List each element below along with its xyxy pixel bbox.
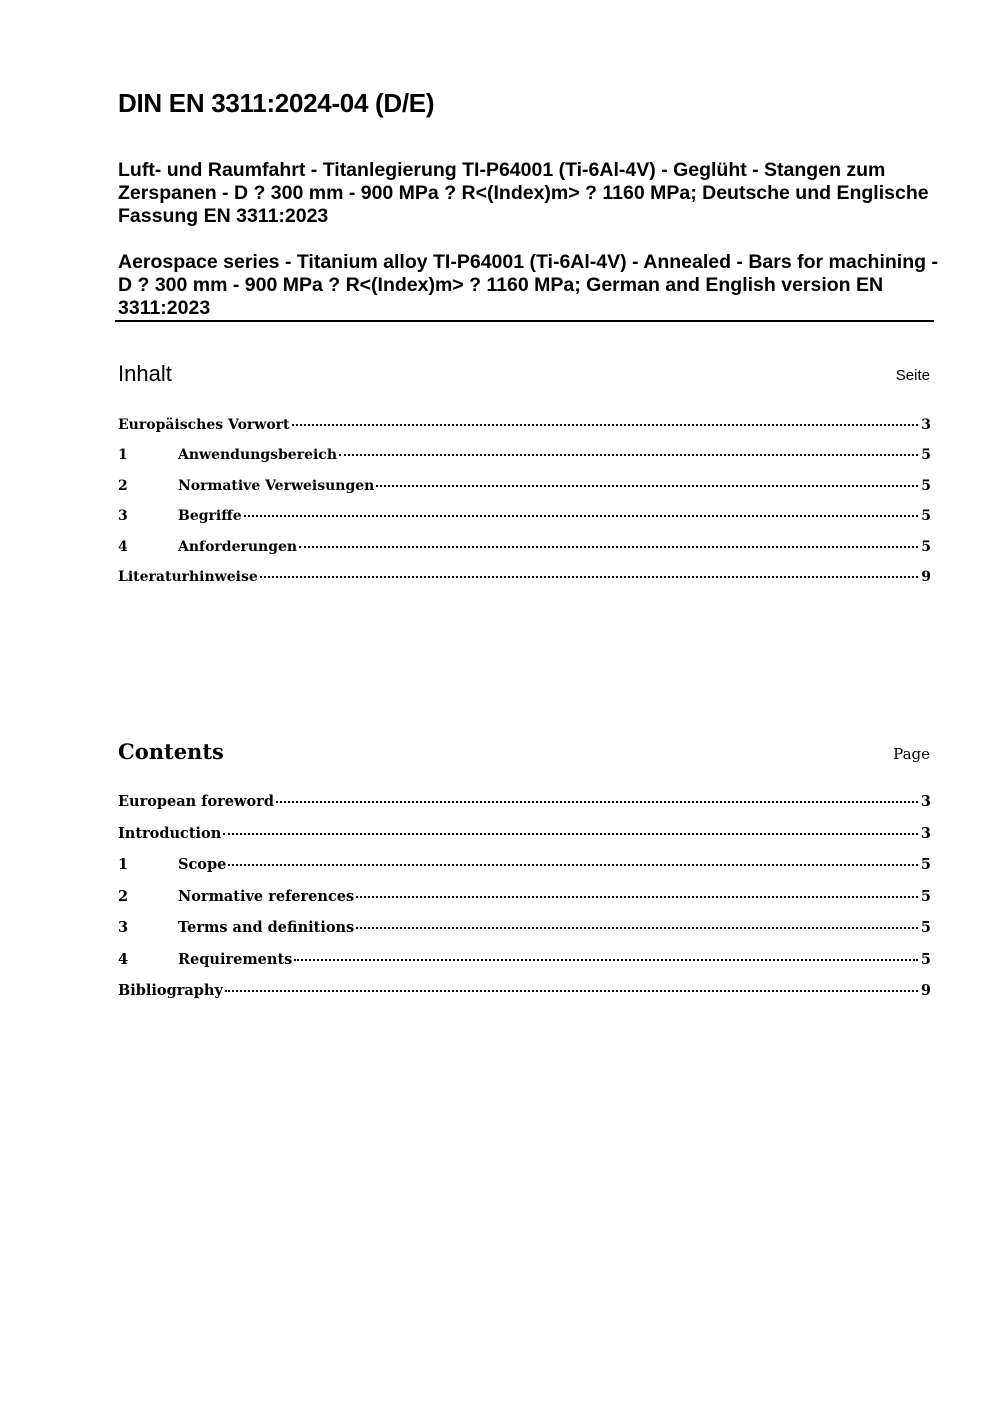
title-english: Aerospace series - Titanium alloy TI-P64001 (Ti-6Al-4V) - Annealed - Bars for machining - D ? 300 mm - 900 MPa ? R<(Index)m> ? 1160 MPa; German and English version EN 3311:2023 — [118, 251, 938, 319]
page-column-label-german: Seite — [895, 367, 930, 384]
dot-leader — [299, 546, 918, 548]
toc-entry-page: 9 — [921, 568, 931, 585]
toc-entry-title: Literaturhinweise — [118, 568, 258, 585]
toc-entry[interactable] — [118, 951, 931, 983]
toc-entry-page: 5 — [921, 447, 931, 464]
toc-entry-page: 5 — [920, 919, 931, 936]
toc-entry-number: 1 — [118, 856, 129, 873]
toc-heading-german: Inhalt — [118, 361, 172, 386]
toc-entry[interactable] — [118, 569, 931, 599]
toc-entry-title: European foreword — [118, 793, 274, 810]
toc-list-german — [118, 417, 931, 599]
toc-heading-english: Contents — [118, 739, 224, 764]
toc-entry-title: Requirements — [178, 950, 293, 968]
dot-leader — [292, 424, 918, 426]
toc-entry-number: 2 — [118, 477, 128, 494]
toc-entry-title: Anforderungen — [178, 538, 298, 555]
toc-entry-page: 3 — [921, 417, 931, 433]
toc-entry[interactable] — [118, 447, 931, 477]
toc-entry[interactable] — [118, 508, 931, 538]
toc-entry-page: 9 — [920, 982, 931, 999]
toc-entry[interactable] — [118, 417, 931, 447]
toc-entry-number: 3 — [118, 508, 128, 525]
dot-leader — [276, 801, 918, 803]
document-number: DIN EN 3311:2024-04 (D/E) — [118, 88, 435, 118]
toc-entry-page: 3 — [920, 824, 931, 842]
toc-entry[interactable] — [118, 478, 931, 508]
dot-leader — [376, 485, 918, 487]
toc-entry-title: Normative Verweisungen — [178, 477, 375, 494]
toc-entry-title: Introduction — [118, 824, 222, 842]
toc-list-english — [118, 793, 931, 1014]
toc-entry-title: Europäisches Vorwort — [118, 417, 290, 433]
toc-entry-page: 5 — [921, 508, 931, 525]
toc-entry-page: 5 — [921, 538, 931, 555]
toc-entry-title: Scope — [178, 856, 227, 873]
title-divider — [115, 320, 934, 322]
dot-leader — [244, 515, 918, 517]
toc-entry-page: 5 — [920, 887, 931, 905]
dot-leader — [225, 990, 918, 992]
page-column-label-english: Page — [893, 745, 930, 763]
toc-entry-number: 1 — [118, 447, 128, 464]
toc-entry[interactable] — [118, 919, 931, 951]
toc-entry-title: Terms and definitions — [178, 919, 355, 936]
toc-entry[interactable] — [118, 539, 931, 569]
toc-entry-number: 4 — [118, 538, 128, 555]
toc-entry-page: 5 — [920, 950, 931, 968]
toc-entry[interactable] — [118, 982, 931, 1014]
dot-leader — [223, 833, 918, 835]
dot-leader — [356, 896, 918, 898]
toc-entry-title: Anwendungsbereich — [178, 447, 337, 464]
toc-entry-title: Normative references — [178, 887, 355, 905]
toc-entry[interactable] — [118, 888, 931, 920]
toc-entry-number: 2 — [118, 887, 129, 905]
toc-entry[interactable] — [118, 793, 931, 825]
toc-entry[interactable] — [118, 856, 931, 888]
dot-leader — [228, 864, 918, 866]
toc-entry-title: Bibliography — [118, 982, 223, 999]
dot-leader — [260, 576, 918, 578]
dot-leader — [356, 927, 918, 929]
dot-leader — [294, 959, 918, 961]
toc-entry-page: 3 — [920, 793, 931, 810]
toc-entry-title: Begriffe — [178, 508, 242, 525]
title-german: Luft- und Raumfahrt - Titanlegierung TI-P64001 (Ti-6Al-4V) - Geglüht - Stangen zum Zerspanen - D ? 300 mm - 900 MPa ? R<(Index)m> ? 1160 MPa; Deutsche und Englische Fassung EN 3311:2023 — [118, 159, 929, 227]
toc-entry-number: 4 — [118, 950, 129, 968]
toc-entry-number: 3 — [118, 919, 129, 936]
dot-leader — [339, 454, 918, 456]
toc-entry[interactable] — [118, 825, 931, 857]
toc-entry-page: 5 — [920, 856, 931, 873]
toc-entry-page: 5 — [921, 477, 931, 494]
